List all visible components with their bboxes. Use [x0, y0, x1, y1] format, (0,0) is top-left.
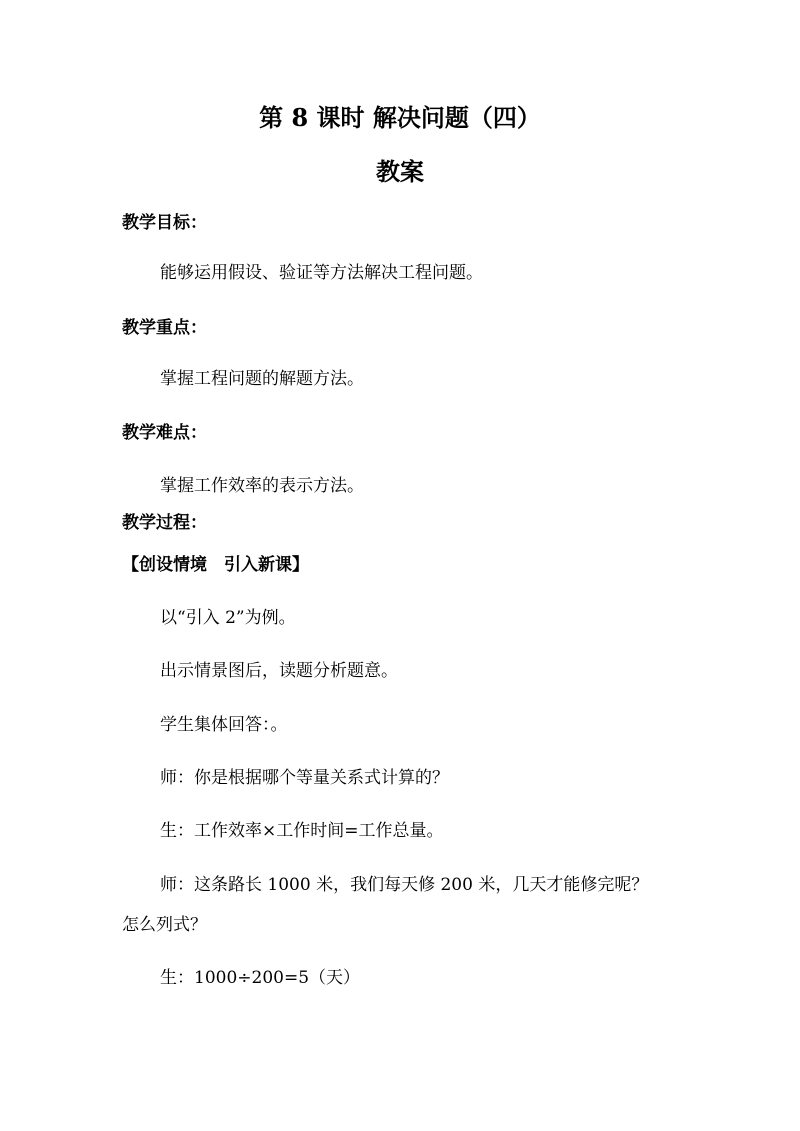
body-line: 以“引入 2”为例。 [160, 608, 296, 628]
section-heading: 【创设情境 引入新课】 [122, 555, 309, 575]
body-line: 生：工作效率×工作时间=工作总量。 [160, 821, 444, 841]
body-line: 学生集体回答：。 [160, 715, 288, 735]
objective-text: 能够运用假设、验证等方法解决工程问题。 [160, 263, 483, 283]
keypoint-text: 掌握工程问题的解题方法。 [160, 369, 364, 389]
keypoint-heading: 教学重点： [122, 318, 207, 338]
page-subtitle: 教案 [376, 157, 424, 186]
page-title: 第 8 课时 解决问题（四） [259, 103, 541, 132]
body-line: 生：1000÷200=5（天） [160, 968, 361, 988]
body-line: 出示情景图后，读题分析题意。 [160, 661, 398, 681]
body-line-continuation: 怎么列式？ [122, 915, 207, 935]
difficulty-text: 掌握工作效率的表示方法。 [160, 476, 364, 496]
body-line: 师：这条路长 1000 米，我们每天修 200 米，几天才能修完呢？ [160, 875, 649, 895]
difficulty-heading: 教学难点： [122, 423, 207, 443]
body-line: 师：你是根据哪个等量关系式计算的？ [160, 768, 449, 788]
process-heading: 教学过程： [122, 513, 207, 533]
objective-heading: 教学目标： [122, 213, 207, 233]
